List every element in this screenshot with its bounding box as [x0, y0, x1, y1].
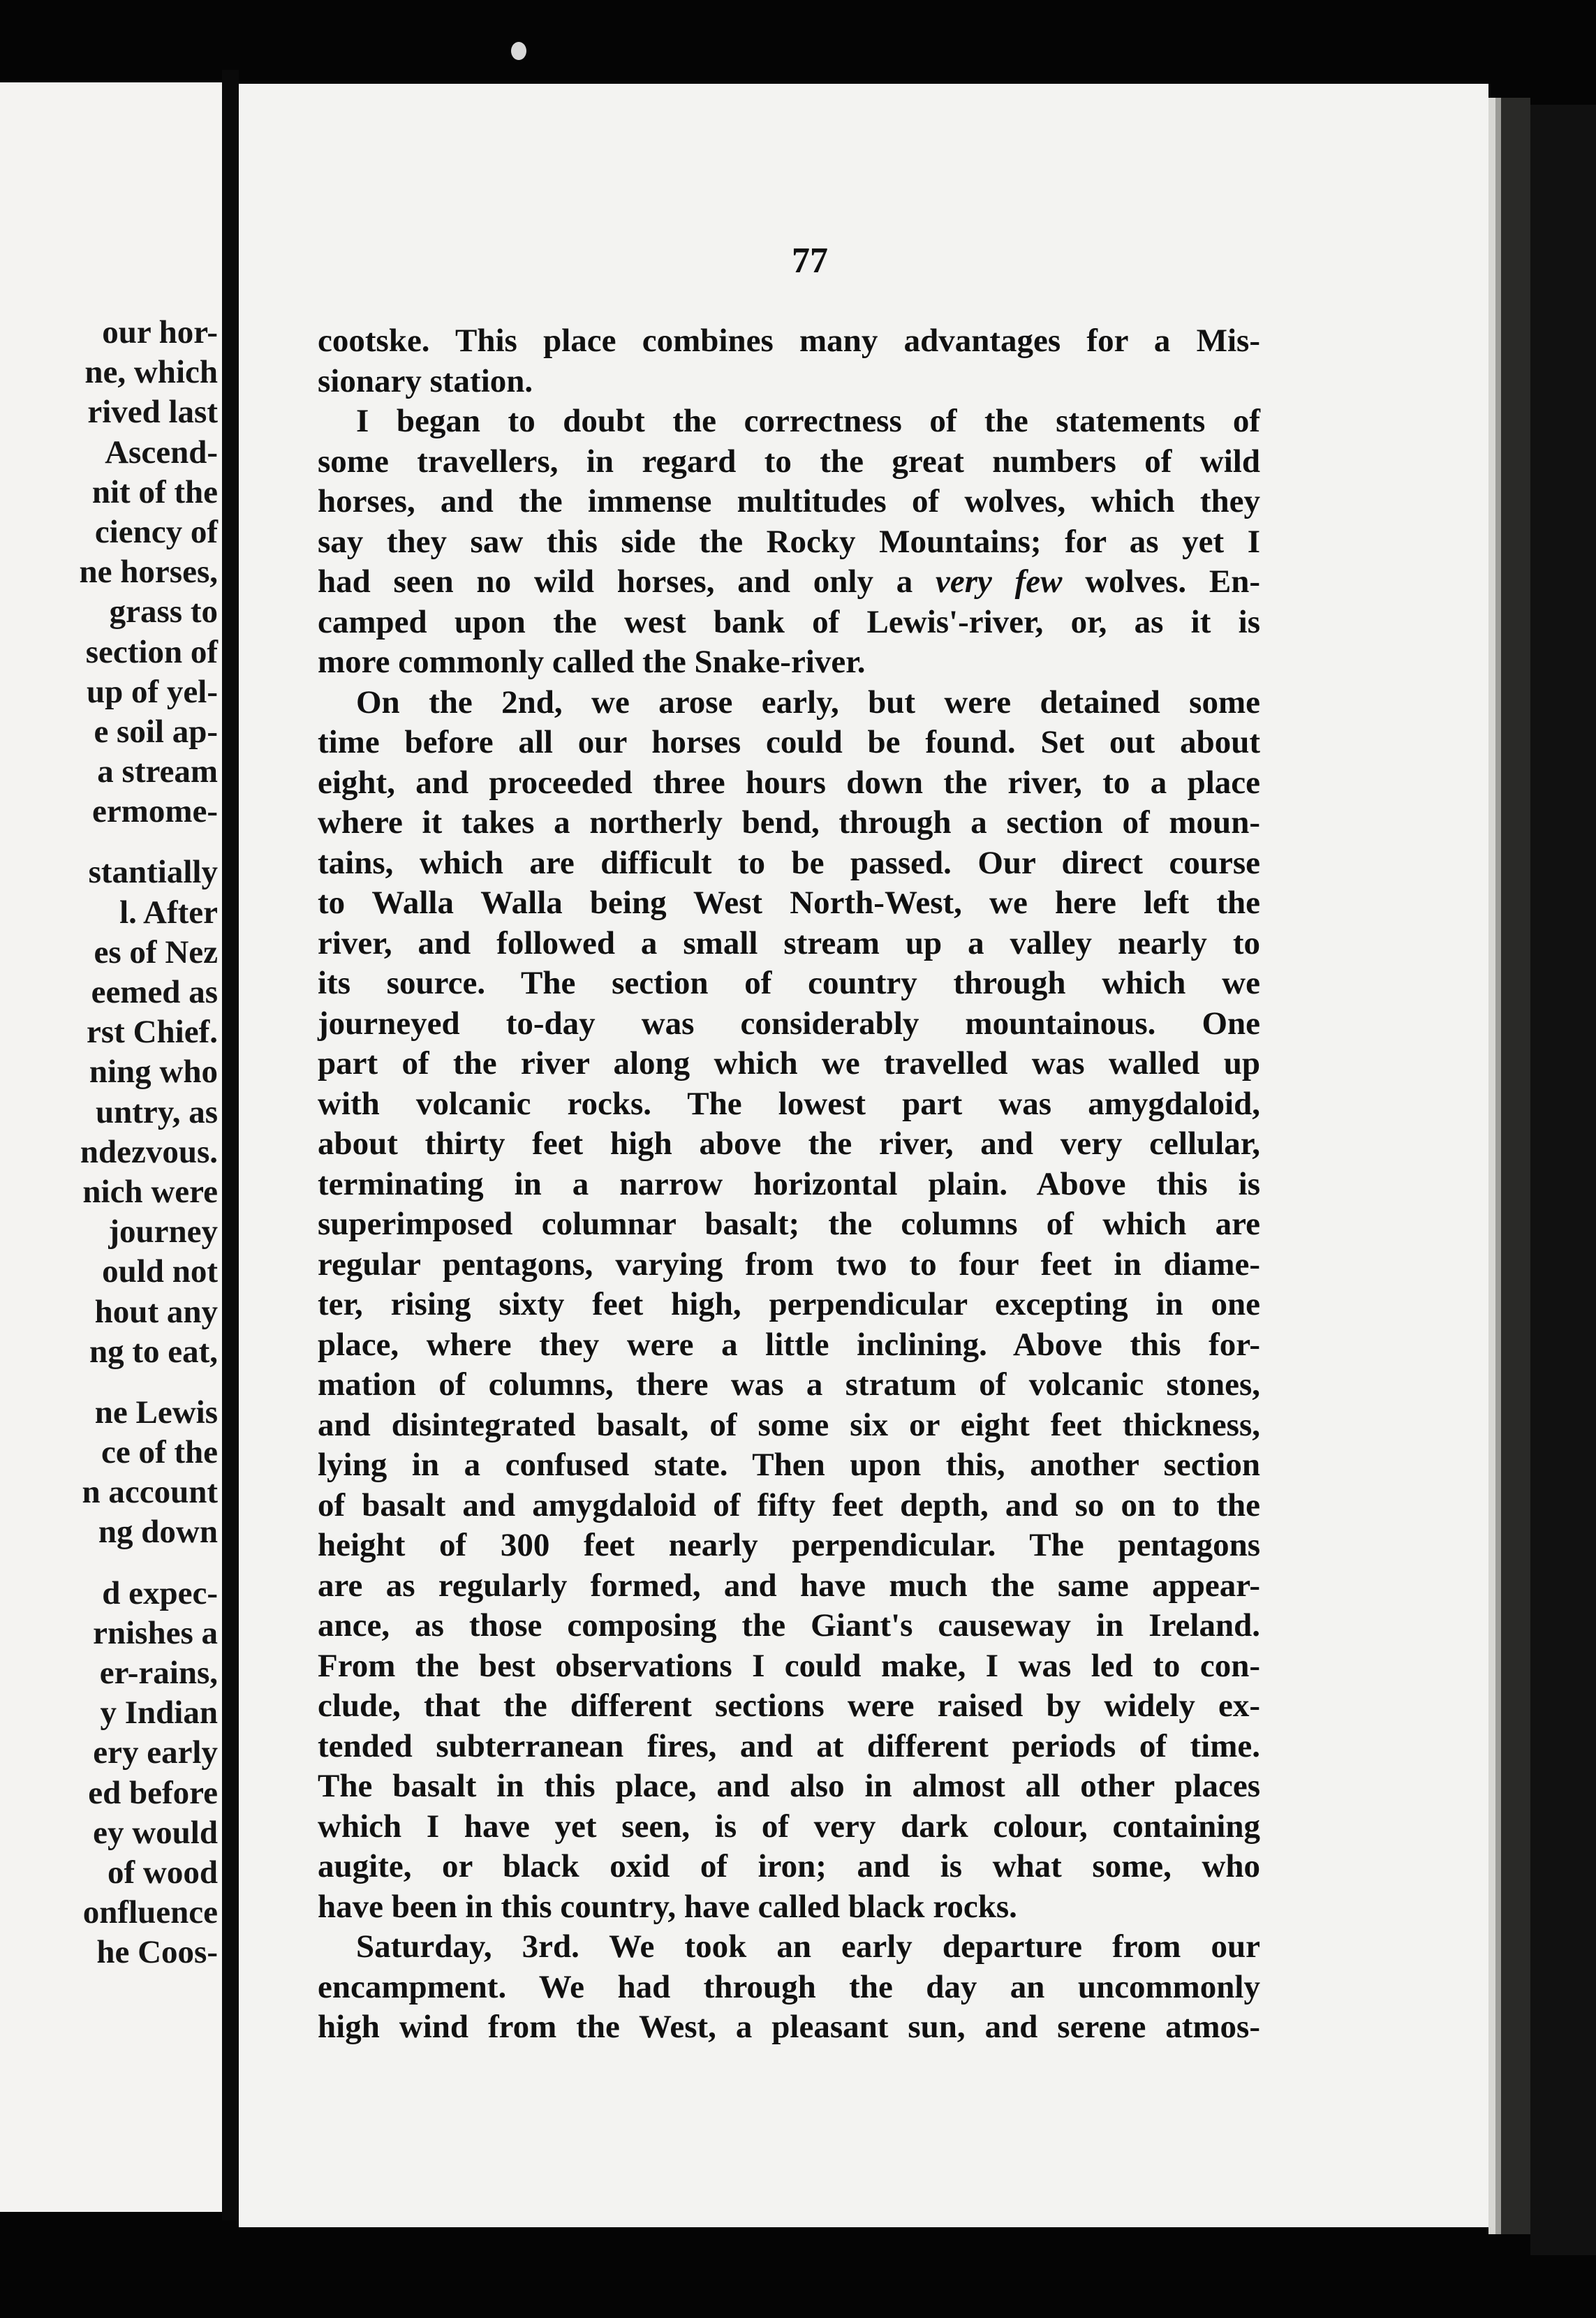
- facing-page: [0, 82, 222, 2212]
- facing-page-line: onfluence: [82, 1894, 218, 1931]
- text-line: more commonly called the Snake-river.: [318, 644, 866, 680]
- book-cover-edge: [1530, 105, 1596, 2255]
- text-line: terminating in a narrow horizontal plain. Above this is: [318, 1165, 1260, 1202]
- text-line: to Walla Walla being West North-West, we here left the: [318, 885, 1260, 921]
- facing-page-line: rnishes a: [93, 1614, 218, 1651]
- emphasis: very few: [935, 563, 1063, 600]
- facing-page-line: he Coos-: [96, 1934, 218, 1971]
- text-line: where it takes a northerly bend, through a section of moun-: [318, 804, 1260, 841]
- facing-page-line: nich were: [82, 1173, 218, 1210]
- facing-page-line: l. After: [119, 894, 218, 931]
- facing-page-line: a stream: [97, 753, 218, 790]
- facing-page-line: ey would: [93, 1814, 218, 1851]
- facing-page-line: [0, 1372, 218, 1393]
- text-line: eight, and proceeded three hours down the river, to a place: [318, 764, 1260, 801]
- text-line: horses, and the immense multitudes of wolves, which they: [318, 483, 1260, 519]
- facing-page-line: ne Lewis: [94, 1394, 218, 1431]
- facing-page-line: section of: [85, 633, 218, 670]
- facing-page-line: ciency of: [94, 513, 218, 550]
- facing-page-line: Ascend-: [105, 434, 218, 471]
- facing-page-line: er-rains,: [99, 1655, 218, 1691]
- text-line: The basalt in this place, and also in almost all other places: [318, 1768, 1260, 1804]
- page-number: 77: [792, 241, 828, 281]
- text-line: part of the river along which we travelled was walled up: [318, 1045, 1260, 1082]
- facing-page-line: ndezvous.: [80, 1133, 218, 1170]
- facing-page-line: [0, 832, 218, 852]
- facing-page-line: ng down: [98, 1514, 218, 1551]
- text-line: are as regularly formed, and have much the same appear-: [318, 1567, 1260, 1604]
- facing-page-line: ed before: [88, 1774, 218, 1811]
- facing-page-text: [0, 313, 218, 1973]
- text-line: journeyed to-day was considerably mountainous. One: [318, 1005, 1260, 1042]
- book-gutter: [222, 70, 239, 2220]
- text-line: superimposed columnar basalt; the columns of which are: [318, 1206, 1260, 1242]
- facing-page-line: grass to: [109, 593, 218, 630]
- body-text: [318, 321, 1260, 2048]
- text-line: ter, rising sixty feet high, perpendicular excepting in one: [318, 1286, 1260, 1322]
- text-line: augite, or black oxid of iron; and is what some, who: [318, 1848, 1260, 1884]
- facing-page-line: ng to eat,: [89, 1333, 218, 1370]
- facing-page-line: rst Chief.: [87, 1014, 218, 1051]
- text-line: have been in this country, have called black rocks.: [318, 1888, 1017, 1925]
- facing-page-line: n account: [82, 1474, 218, 1511]
- facing-page-line: [0, 1553, 218, 1574]
- text-line: camped upon the west bank of Lewis'-river, or, as it is: [318, 603, 1260, 640]
- facing-page-line: d expec-: [102, 1574, 218, 1611]
- text-line: Saturday, 3rd. We took an early departure from our: [356, 1928, 1260, 1965]
- text-line: and disintegrated basalt, of some six or eight feet thickness,: [318, 1406, 1260, 1443]
- text-line: river, and followed a small stream up a valley nearly to: [318, 924, 1260, 961]
- text-line: ance, as those composing the Giant's causeway in Ireland.: [318, 1607, 1260, 1644]
- text-line: with volcanic rocks. The lowest part was amygdaloid,: [318, 1085, 1260, 1122]
- text-line: had seen no wild horses, and only a very few wolves. En-: [318, 563, 1261, 600]
- text-line: high wind from the West, a pleasant sun, and serene atmos-: [318, 2009, 1260, 2045]
- text-line: From the best observations I could make, I was led to con-: [318, 1647, 1260, 1684]
- facing-page-line: es of Nez: [94, 933, 218, 970]
- facing-page-line: ne, which: [84, 354, 218, 391]
- facing-page-line: e soil ap-: [94, 713, 218, 750]
- facing-page-line: journey: [108, 1213, 218, 1250]
- facing-page-line: our hor-: [102, 314, 218, 350]
- text-line: clude, that the different sections were raised by widely ex-: [318, 1688, 1260, 1724]
- text-line: tended subterranean fires, and at different periods of time.: [318, 1727, 1260, 1764]
- text-line: On the 2nd, we arose early, but were detained some: [356, 684, 1260, 721]
- text-line: place, where they were a little inclining. Above this for-: [318, 1326, 1260, 1363]
- text-line: of basalt and amygdaloid of fifty feet depth, and so on to the: [318, 1486, 1260, 1523]
- text-line: encampment. We had through the day an uncommonly: [318, 1968, 1260, 2005]
- facing-page-line: ning who: [89, 1054, 218, 1091]
- facing-page-line: stantially: [88, 854, 218, 891]
- text-line: height of 300 feet nearly perpendicular. The pentagons: [318, 1527, 1260, 1563]
- facing-page-line: up of yel-: [87, 673, 218, 710]
- facing-page-line: ould not: [102, 1253, 218, 1290]
- facing-page-line: nit of the: [91, 473, 218, 510]
- facing-page-line: eemed as: [91, 974, 218, 1010]
- scan-mark: [511, 42, 526, 60]
- text-line: its source. The section of country through which we: [318, 965, 1260, 1001]
- facing-page-line: ery early: [93, 1734, 218, 1771]
- facing-page-line: untry, as: [96, 1093, 218, 1130]
- text-line: about thirty feet high above the river, and very cellular,: [318, 1125, 1260, 1162]
- text-line: mation of columns, there was a stratum of volcanic stones,: [318, 1366, 1260, 1403]
- facing-page-line: rived last: [87, 394, 218, 431]
- text-line: lying in a confused state. Then upon this, another section: [318, 1447, 1260, 1483]
- facing-page-line: ne horses,: [79, 554, 218, 591]
- text-line: tains, which are difficult to be passed. Our direct course: [318, 844, 1260, 881]
- text-line: I began to doubt the correctness of the statements of: [356, 403, 1260, 439]
- text-line: which I have yet seen, is of very dark colour, containing: [318, 1808, 1260, 1845]
- text-line: time before all our horses could be found. Set out about: [318, 724, 1260, 760]
- facing-page-line: ermome-: [91, 793, 218, 830]
- facing-page-line: hout any: [94, 1293, 218, 1330]
- facing-page-line: ce of the: [101, 1434, 218, 1471]
- page-edges: [1488, 98, 1530, 2234]
- text-line: cootske. This place combines many advantages for a Mis-: [318, 323, 1260, 359]
- text-line: regular pentagons, varying from two to four feet in diame-: [318, 1246, 1260, 1283]
- text-line: sionary station.: [318, 362, 533, 399]
- text-line: some travellers, in regard to the great numbers of wild: [318, 443, 1260, 480]
- facing-page-line: of wood: [108, 1854, 218, 1891]
- facing-page-line: y Indian: [100, 1695, 218, 1732]
- text-line: say they saw this side the Rocky Mountains; for as yet I: [318, 523, 1260, 560]
